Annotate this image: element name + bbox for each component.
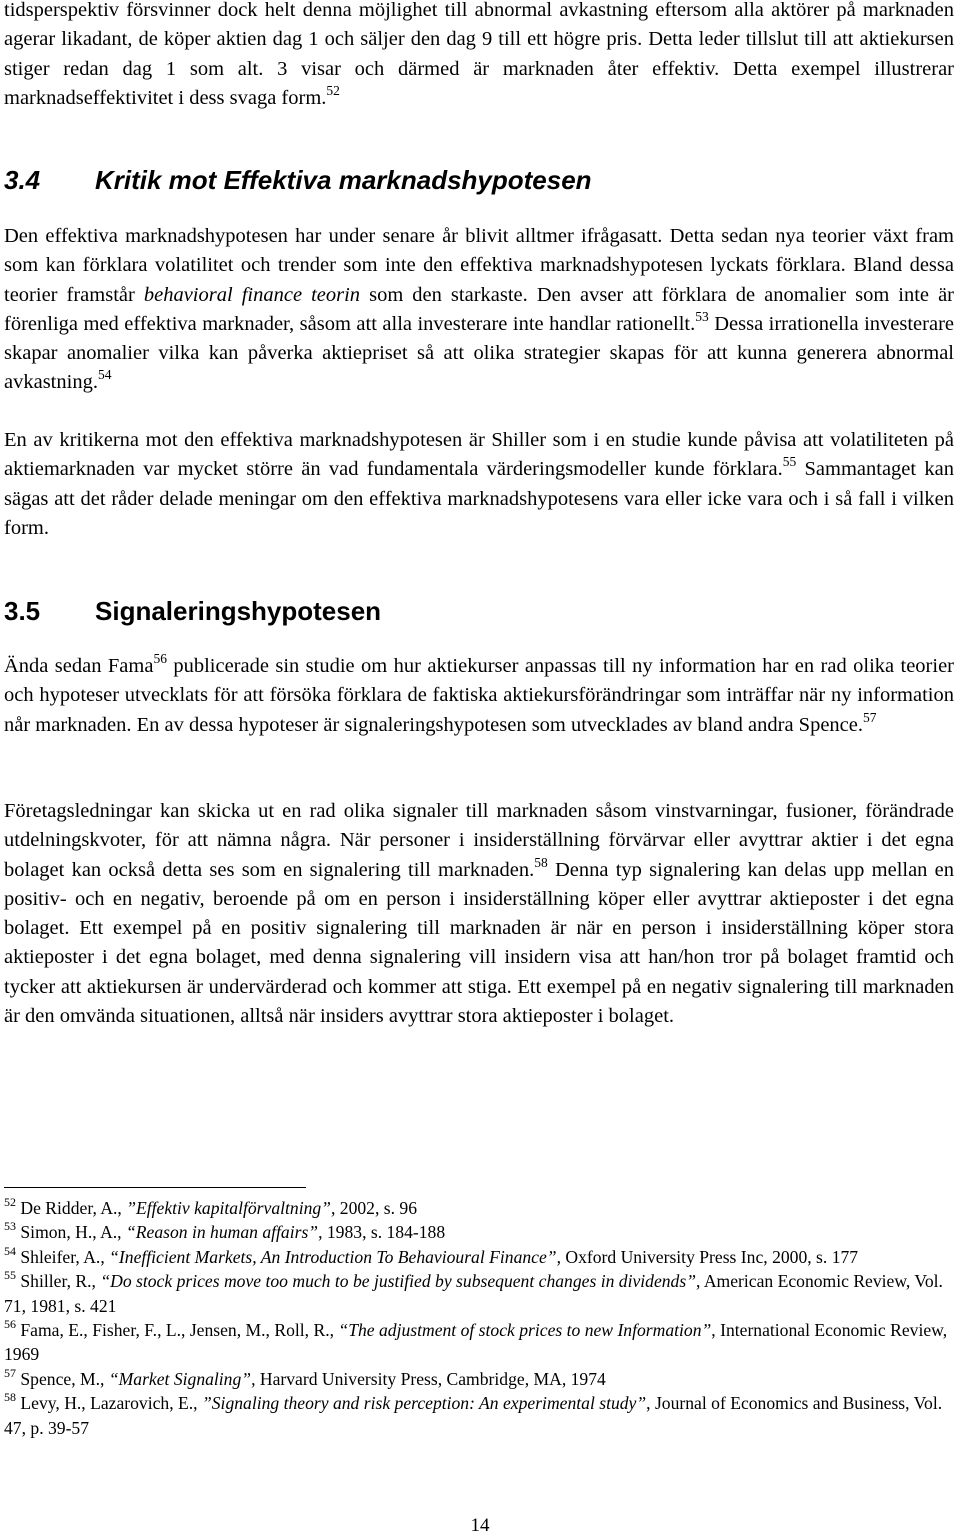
paragraph-text: Denna typ signalering kan delas upp mellan en positiv- och en negativ, beroende på om en person i insiderställning köper eller avyttrar aktieposter i det egna bolaget. Ett exempel på en positiv signalering till marknaden är när en person i insiderställning köper stora aktieposter i det egna bolaget, med denna signalering vill insidern visa att han/hon tror på bolaget framtid och tycker att aktiekursen är undervärderad och kommer att stiga. Ett exempel på en negativ signalering till marknaden är den omvända situationen, alltså när insiders avyttrar stora aktieposter i bolaget. <box>4 858 955 1028</box>
footnote-text: , International Economic Review, 1969 <box>4 1320 948 1365</box>
footnote <box>4 1367 954 1391</box>
footnote-number: 57 <box>4 1365 16 1380</box>
footnote-title: “The adjustment of stock prices to new Information” <box>338 1320 712 1341</box>
footnote-ref-53: 53 <box>695 308 709 324</box>
footnote-text: , 1983, s. 184-188 <box>318 1222 446 1243</box>
footnote <box>4 1391 954 1440</box>
section-title: Signaleringshypotesen <box>95 596 382 626</box>
paragraph-text: Sammantaget kan sägas att det råder delade meningar om den effektiva marknadshypotesens vara eller icke vara och i så fall i vilken form. <box>4 458 954 539</box>
footnote-ref-58: 58 <box>534 854 548 870</box>
footnote <box>4 1318 954 1367</box>
footnote-title: “Reason in human affairs” <box>125 1222 319 1243</box>
footnote-text: Shleifer, A., <box>16 1246 110 1267</box>
footnote-title: ”Effektiv kapitalförvaltning” <box>126 1198 331 1218</box>
paragraph-text: En av kritikerna mot den effektiva marknadshypotesen är Shiller som i en studie kunde påvisa att volatiliteten på aktiemarknaden var mycket större än vad fundamentala värderingsmodeller kunde förklara. <box>4 429 954 481</box>
footnote-ref-54: 54 <box>97 367 112 383</box>
footnote <box>4 1245 954 1269</box>
footnote-number: 54 <box>4 1243 16 1258</box>
section-heading-3-4 <box>4 165 592 196</box>
paragraph-3-4-2 <box>4 426 954 543</box>
section-heading-3-5 <box>4 596 381 627</box>
footnote-ref-52: 52 <box>326 82 340 98</box>
paragraph-text: publicerade sin studie om hur aktiekurser anpassas till ny information har en rad olika teorier och hypoteser utvecklats för att försöka förklara de faktiska aktiekursförändringar som inträffar när ny information når marknaden. En av dessa hypoteser är signaleringshypotesen som utvecklades av bland andra Spence. <box>4 655 955 736</box>
footnotes <box>4 1196 954 1440</box>
footnote-title: “Do stock prices move too much to be justified by subsequent changes in dividends” <box>100 1271 696 1292</box>
footnote-title: “Market Signaling”, <box>108 1368 256 1389</box>
footnote-text: , Oxford University Press Inc, 2000, s. 177 <box>556 1246 859 1267</box>
intro-paragraph <box>4 0 954 113</box>
section-title: Kritik mot Effektiva marknadshypotesen <box>95 165 592 195</box>
footnote-ref-57: 57 <box>863 709 877 725</box>
footnote-number: 56 <box>4 1317 16 1332</box>
footnote-number: 52 <box>4 1195 16 1209</box>
paragraph-3-4-1 <box>4 222 954 398</box>
page-number: 14 <box>470 1515 490 1536</box>
footnote-text: , American Economic Review, Vol. 71, 1981, s. 421 <box>4 1271 943 1316</box>
footnote-text: Levy, H., Lazarovich, E., <box>16 1393 202 1414</box>
section-number: 3.5 <box>4 596 41 626</box>
footnote-separator <box>4 1187 306 1188</box>
footnote-ref-56: 56 <box>153 651 167 666</box>
footnote-number: 55 <box>4 1268 16 1283</box>
paragraph-text: Ända sedan Fama <box>4 655 154 677</box>
footnote-text: Spence, M., <box>16 1368 109 1389</box>
footnote-number: 53 <box>4 1219 16 1234</box>
footnote-text: Harvard University Press, Cambridge, MA, 1974 <box>255 1368 606 1389</box>
footnote-text: Shiller, R., <box>16 1271 101 1292</box>
footnote-text: De Ridder, A., <box>16 1198 127 1218</box>
paragraph-text: Dessa irrationella investerare skapar anomalier vilka kan påverka aktiepriset så att olika strategier skapas för att kunna generera abnormal avkastning. <box>4 312 954 394</box>
footnote-text: Simon, H., A., <box>16 1222 126 1243</box>
footnote-text: , 2002, s. 96 <box>330 1198 418 1218</box>
paragraph-text: Den effektiva marknadshypotesen har under senare år blivit alltmer ifrågasatt. Detta sedan nya teorier växt fram som kan förklara volatilitet och trender som inte den effektiva marknadshypotesen lyckats förklara. Bland dessa teorier framstår <box>4 225 954 306</box>
footnote <box>4 1196 954 1220</box>
footnote <box>4 1220 954 1244</box>
footnote-title: “Inefficient Markets, An Introduction To Behavioural Finance” <box>109 1246 557 1267</box>
footnote-number: 58 <box>4 1390 16 1405</box>
intro-text: tidsperspektiv försvinner dock helt denna möjlighet till abnormal avkastning eftersom alla aktörer på marknaden agerar likadant, de köper aktien dag 1 och säljer den dag 9 till ett högre pris. Detta leder tillslut till att aktiekursen stiger redan dag 1 som alt. 3 visar och därmed är marknaden åter effektiv. Detta exempel illustrerar marknadseffektivitet i dess svaga form. <box>4 0 954 109</box>
footnote <box>4 1269 954 1318</box>
footnote-title: ”Signaling theory and risk perception: An experimental study” <box>201 1393 647 1414</box>
italic-term: behavioral finance teorin <box>143 283 361 306</box>
footnote-ref-55: 55 <box>782 454 797 470</box>
paragraph-text: Företagsledningar kan skicka ut en rad olika signaler till marknaden såsom vinstvarningar, fusioner, förändrade utdelningskvoter, för att nämna några. När personer i insiderställning förvärvar eller avyttrar aktier i det egna bolaget kan också detta ses som en signalering till marknaden. <box>4 800 954 881</box>
footnote-text: Fama, E., Fisher, F., L., Jensen, M., Roll, R., <box>16 1320 339 1341</box>
paragraph-text: som den starkaste. Den avser att förklara de anomalier som inte är förenliga med effektiva marknader, såsom att alla investerare inte handlar rationellt. <box>4 283 954 335</box>
paragraph-3-5-1 <box>4 652 954 740</box>
section-number: 3.4 <box>4 165 41 195</box>
footnote-text: , Journal of Economics and Business, Vol. 47, p. 39-57 <box>4 1393 943 1438</box>
paragraph-3-5-2 <box>4 797 954 1031</box>
